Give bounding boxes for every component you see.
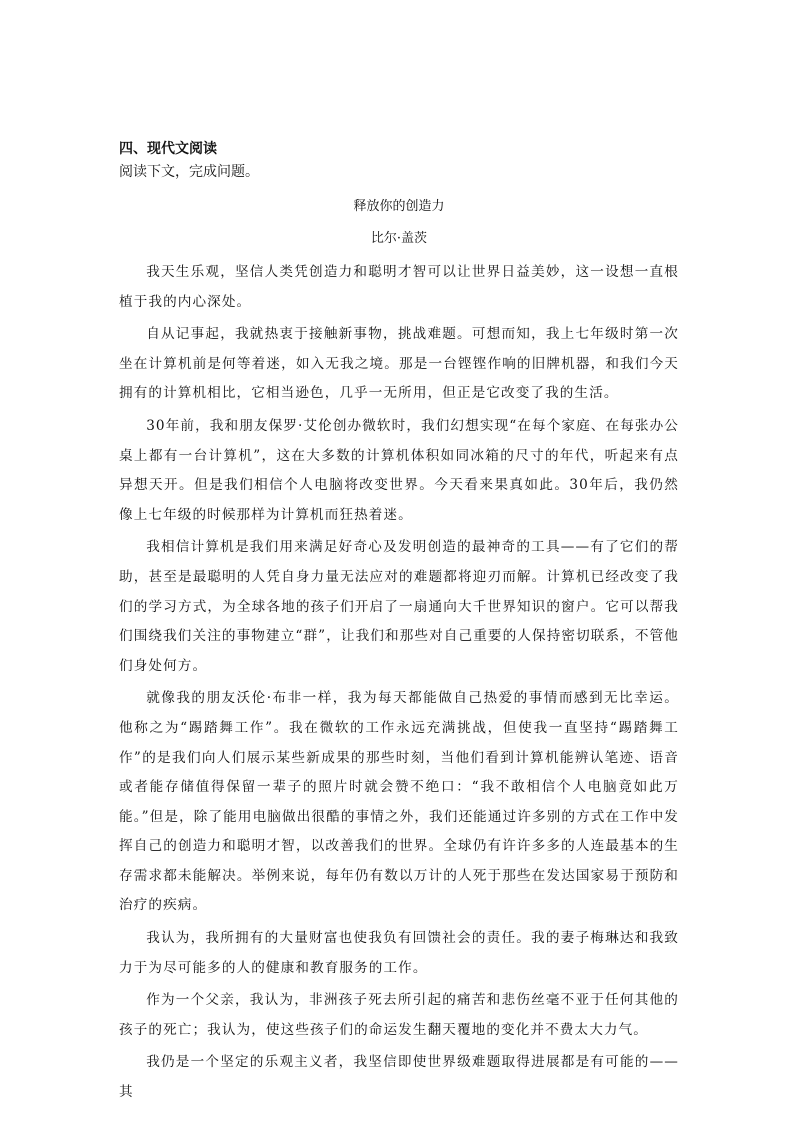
paragraph: 我仍是一个坚定的乐观主义者，我坚信即使世界级难题取得进展都是有可能的——其 <box>119 1054 679 1101</box>
article-title: 释放你的创造力 <box>353 199 445 214</box>
paragraph: 自从记事起，我就热衷于接触新事物，挑战难题。可想而知，我上七年级时第一次坐在计算机前是何等着迷，如入无我之境。那是一台铿铿作响的旧牌机器，和我们今天拥有的计算机相比，它相当逊色，几乎一无所用，但正是它改变了我的生活。 <box>119 326 679 402</box>
paragraph: 我认为，我所拥有的大量财富也使我负有回馈社会的责任。我的妻子梅琳达和我致力于为尽可能多的人的健康和教育服务的工作。 <box>119 930 679 976</box>
paragraph: 作为一个父亲，我认为，非洲孩子死去所引起的痛苦和悲伤丝毫不亚于任何其他的孩子的死亡；我认为，使这些孩子们的命运发生翻天覆地的变化并不费太大力气。 <box>119 992 679 1038</box>
paragraph: 我天生乐观，坚信人类凭创造力和聪明才智可以让世界日益美妙，这一设想一直根植于我的内心深处。 <box>119 264 679 310</box>
section-heading: 四、现代文阅读 <box>119 141 217 157</box>
article-body <box>119 258 679 1111</box>
paragraph: 我相信计算机是我们用来满足好奇心及发明创造的最神奇的工具——有了它们的帮助，甚至是最聪明的人凭自身力量无法应对的难题都将迎刃而解。计算机已经改变了我们的学习方式，为全球各地的孩子们开启了一扇通向大千世界知识的窗户。它可以帮我们围绕我们关注的事物建立“群”，让我们和那些对自己重要的人保持密切联系，不管他们身处何方。 <box>119 539 679 674</box>
paragraph: 30年前，我和朋友保罗·艾伦创办微软时，我们幻想实现“在每个家庭、在每张办公桌上都有一台计算机”，这在大多数的计算机体积如同冰箱的尺寸的年代，听起来有点异想天开。但是我们相信个人电脑将改变世界。今天看来果真如此。30年后，我仍然像上七年级的时候那样为计算机而狂热着迷。 <box>119 417 679 523</box>
paragraph: 就像我的朋友沃伦·布非一样，我为每天都能做自己热爱的事情而感到无比幸运。他称之为“踢踏舞工作”。我在微软的工作永远充满挑战，但使我一直坚持“踢踏舞工作”的是我们向人们展示某些新成果的那些时刻，当他们看到计算机能辨认笔迹、语音或者能存储值得保留一辈子的照片时就会赞不绝口：“我不敢相信个人电脑竟如此万能。”但是，除了能用电脑做出很酷的事情之外，我们还能通过许多别的方式在工作中发挥自己的创造力和聪明才智，以改善我们的世界。全球仍有许许多多的人连最基本的生存需求都未能解决。举例来说，每年仍有数以万计的人死于那些在发达国家易于预防和治疗的疾病。 <box>119 690 679 914</box>
reading-instruction: 阅读下文，完成问题。 <box>119 164 259 180</box>
article-author: 比尔·盖茨 <box>370 231 428 246</box>
